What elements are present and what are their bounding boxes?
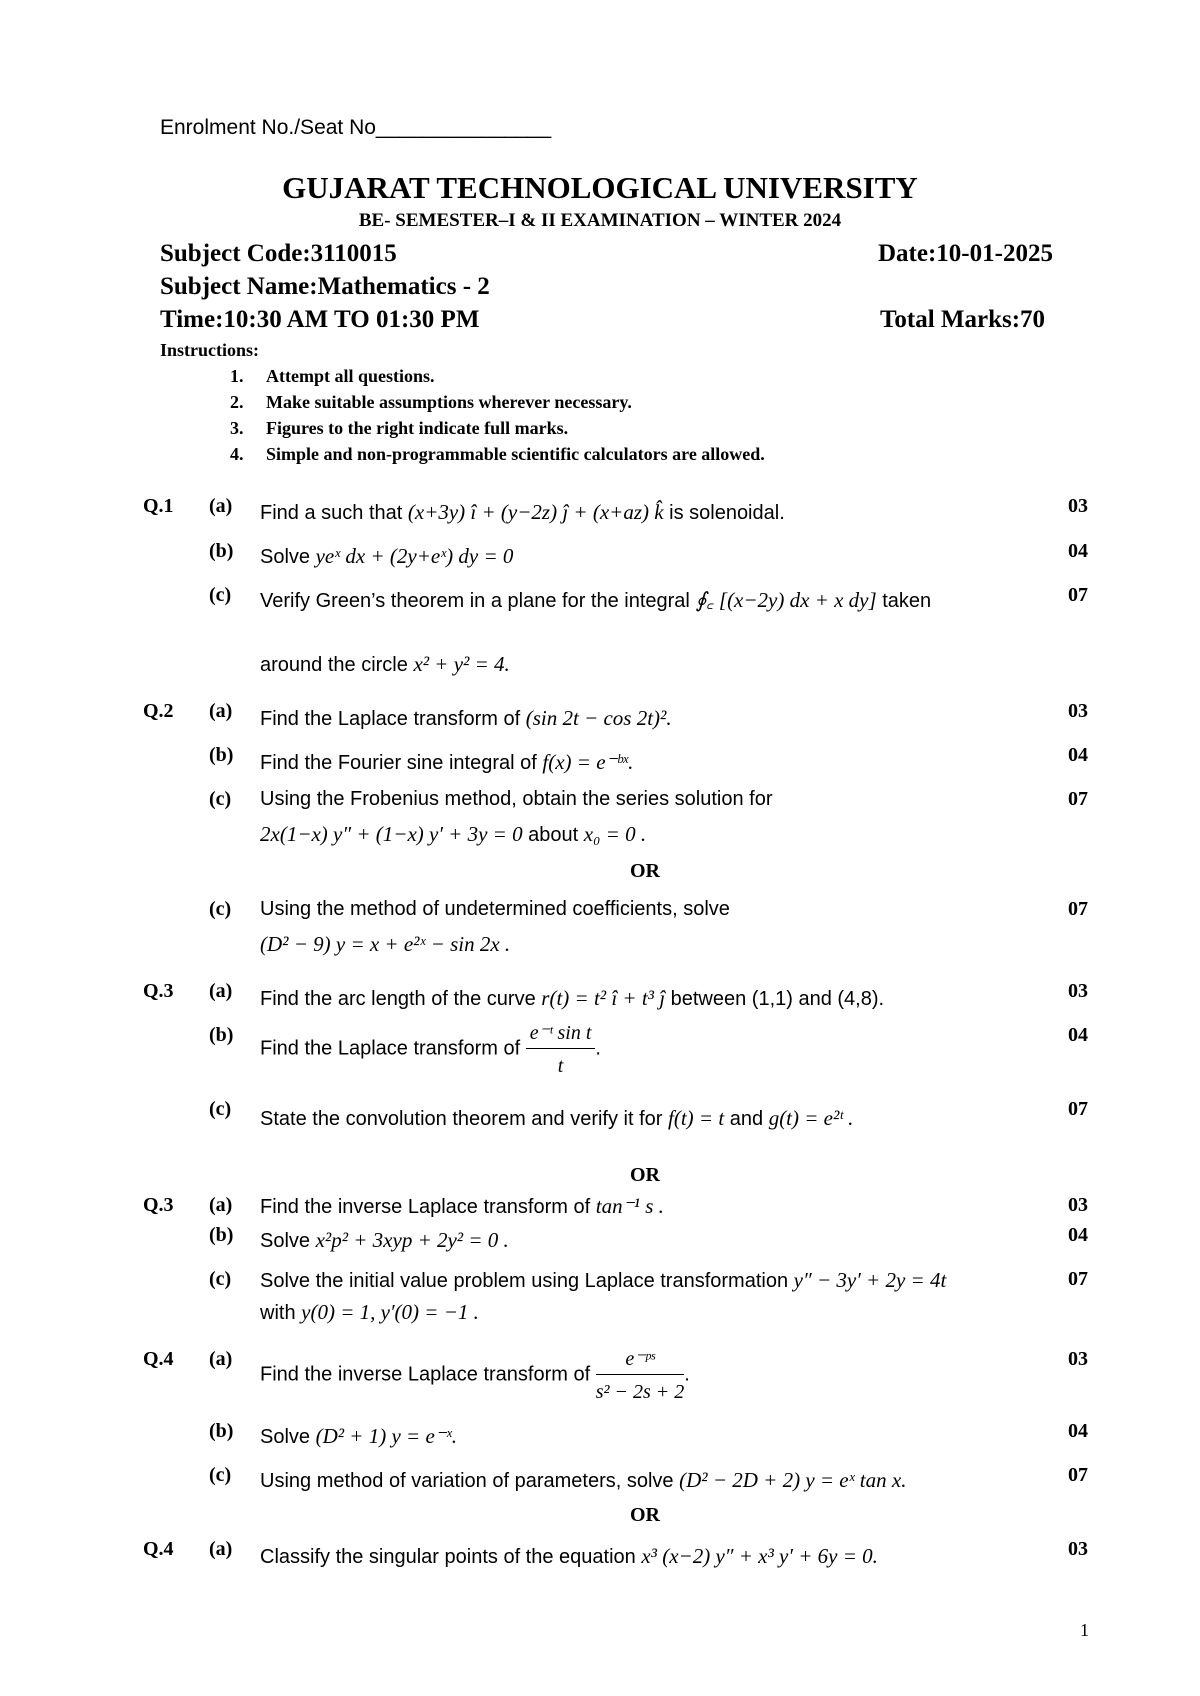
question-number: Q.2 <box>143 700 174 722</box>
marks: 07 <box>1068 898 1088 920</box>
instruction-number: 2. <box>230 392 244 412</box>
question-prompt: about <box>528 824 579 846</box>
question-number: Q.4 <box>143 1538 174 1560</box>
question-prompt: Find the Laplace transform of <box>260 1037 521 1060</box>
marks: 07 <box>1068 1268 1088 1290</box>
instruction-item <box>230 366 435 387</box>
question-prompt: Classify the singular points of the equation <box>260 1546 636 1568</box>
question-prompt: Solve the initial value problem using Laplace transformation <box>260 1270 789 1292</box>
exam-date: Date:10-01-2025 <box>878 240 1053 267</box>
marks: 04 <box>1068 540 1088 562</box>
subject-name: Subject Name:Mathematics - 2 <box>160 273 490 300</box>
question-text <box>260 586 931 614</box>
fraction-denominator: s² − 2s + 2 <box>595 1381 685 1403</box>
instruction-text: Make suitable assumptions wherever necessary. <box>266 392 632 412</box>
question-text <box>260 1194 664 1219</box>
instruction-item <box>230 444 765 465</box>
question-prompt: Solve <box>260 546 311 568</box>
math-expression: r(t) = t² î + t³ ĵ <box>541 986 666 1010</box>
question-text-continued <box>260 652 510 677</box>
instruction-item <box>230 392 632 413</box>
subpart-label: (b) <box>209 744 234 766</box>
question-prompt: Using method of variation of parameters, solve <box>260 1470 674 1492</box>
math-expression: x² + y² = 4. <box>413 652 510 676</box>
marks: 04 <box>1068 1420 1088 1442</box>
subpart-label: (c) <box>209 788 232 810</box>
question-text: Using the Frobenius method, obtain the series solution for <box>260 788 773 810</box>
question-text: Using the method of undetermined coefficients, solve <box>260 898 730 920</box>
question-tail: between (1,1) and (4,8). <box>670 988 885 1010</box>
math-expression: x₀ = 0 . <box>583 822 647 846</box>
marks: 07 <box>1068 1098 1088 1120</box>
question-number: Q.3 <box>143 1194 174 1216</box>
question-number: Q.1 <box>143 495 174 517</box>
fraction <box>526 1020 596 1078</box>
or-separator: OR <box>630 860 660 882</box>
question-text <box>260 750 633 775</box>
question-text <box>260 544 513 569</box>
question-prompt: Find the inverse Laplace transform of <box>260 1196 591 1218</box>
math-expression: yeˣ dx + (2y+eˣ) dy = 0 <box>315 544 514 568</box>
math-expression: f(t) = t <box>668 1106 725 1130</box>
subpart-label: (b) <box>209 1420 234 1442</box>
question-number: Q.3 <box>143 980 174 1002</box>
math-expression: y(0) = 1, y′(0) = −1 . <box>301 1300 479 1324</box>
subpart-label: (b) <box>209 1024 234 1046</box>
question-prompt: Solve <box>260 1426 311 1448</box>
marks: 03 <box>1068 495 1088 517</box>
question-text-continued <box>260 932 510 957</box>
question-text <box>260 1228 509 1253</box>
question-prompt: Find a such that <box>260 502 403 524</box>
math-expression: (D² + 1) y = e⁻ˣ. <box>315 1424 458 1448</box>
question-text <box>260 1106 853 1131</box>
question-prompt: and <box>729 1108 764 1130</box>
enrolment-line: Enrolment No./Seat No_______________ <box>160 116 552 139</box>
subpart-label: (a) <box>209 980 233 1002</box>
exam-time: Time:10:30 AM TO 01:30 PM <box>160 306 480 333</box>
question-text <box>260 1468 906 1493</box>
marks: 04 <box>1068 744 1088 766</box>
marks: 03 <box>1068 1194 1088 1216</box>
page-number: 1 <box>1080 1620 1089 1640</box>
marks: 03 <box>1068 1538 1088 1560</box>
question-tail: taken <box>882 590 932 612</box>
math-expression: f(x) = e⁻ᵇˣ. <box>542 750 634 774</box>
or-separator: OR <box>630 1504 660 1526</box>
math-expression: tan⁻¹ s . <box>595 1194 664 1218</box>
subject-code: Subject Code:3110015 <box>160 240 397 267</box>
math-expression: (D² − 9) y = x + e²ˣ − sin 2x . <box>260 932 511 956</box>
marks: 03 <box>1068 700 1088 722</box>
university-title: GUJARAT TECHNOLOGICAL UNIVERSITY <box>282 170 918 205</box>
subpart-label: (b) <box>209 540 234 562</box>
fraction-numerator: e⁻ᵗ sin t <box>526 1020 596 1049</box>
question-prompt: Find the Fourier sine integral of <box>260 752 537 774</box>
subpart-label: (a) <box>209 700 233 722</box>
question-prompt: Find the arc length of the curve <box>260 988 536 1010</box>
subpart-label: (c) <box>209 584 232 606</box>
question-text <box>260 706 672 731</box>
subpart-label: (c) <box>209 898 232 920</box>
instruction-item <box>230 418 568 439</box>
subpart-label: (a) <box>209 1538 233 1560</box>
instructions-heading: Instructions: <box>160 340 260 360</box>
math-expression: (sin 2t − cos 2t)². <box>525 706 672 730</box>
marks: 03 <box>1068 1348 1088 1370</box>
subpart-label: (a) <box>209 1194 233 1216</box>
instruction-number: 3. <box>230 418 244 438</box>
math-expression: ∮꜀ [(x−2y) dx + x dy] <box>695 588 877 612</box>
instruction-text: Figures to the right indicate full marks. <box>266 418 569 438</box>
question-prompt: Find the inverse Laplace transform of <box>260 1363 591 1386</box>
math-expression: 2x(1−x) y″ + (1−x) y′ + 3y = 0 <box>260 822 523 846</box>
or-separator: OR <box>630 1164 660 1186</box>
question-text <box>260 500 785 525</box>
fraction-numerator: e⁻ᵖˢ <box>596 1346 685 1375</box>
subpart-label: (c) <box>209 1464 232 1486</box>
instruction-number: 4. <box>230 444 244 464</box>
marks: 07 <box>1068 584 1088 606</box>
math-expression: x²p² + 3xyp + 2y² = 0 . <box>315 1228 509 1252</box>
marks: 04 <box>1068 1024 1088 1046</box>
subpart-label: (b) <box>209 1224 234 1246</box>
subpart-label: (a) <box>209 1348 233 1370</box>
question-text <box>260 1424 457 1449</box>
question-prompt: around the circle <box>260 654 408 676</box>
question-prompt: Find the Laplace transform of <box>260 708 521 730</box>
question-prompt: State the convolution theorem and verify it for <box>260 1108 663 1130</box>
math-expression: g(t) = e²ᵗ . <box>768 1106 854 1130</box>
instruction-text: Attempt all questions. <box>266 366 435 386</box>
question-prompt: Verify Green’s theorem in a plane for the integral <box>260 590 690 612</box>
math-expression: (x+3y) î + (y−2z) ĵ + (x+az) k̂ <box>407 500 664 524</box>
question-text: Find the Laplace transform of $\frac{\text{e⁻ᵗ sin t}}{t}$ . <box>260 1022 601 1077</box>
instruction-text: Simple and non-programmable scientific calculators are allowed. <box>266 444 765 464</box>
subpart-label: (a) <box>209 495 233 517</box>
fraction <box>596 1346 685 1404</box>
exam-title: BE- SEMESTER–I & II EXAMINATION – WINTER 2024 <box>358 210 842 231</box>
question-tail: is solenoidal. <box>669 502 785 524</box>
subpart-label: (c) <box>209 1098 232 1120</box>
question-text-continued <box>260 822 646 847</box>
question-text <box>260 1268 946 1293</box>
fraction-denominator: t <box>557 1055 564 1077</box>
subpart-label: (c) <box>209 1268 232 1290</box>
instruction-number: 1. <box>230 366 244 386</box>
marks: 07 <box>1068 1464 1088 1486</box>
marks: 03 <box>1068 980 1088 1002</box>
question-prompt: with <box>260 1302 296 1324</box>
question-number: Q.4 <box>143 1348 174 1370</box>
math-expression: y″ − 3y′ + 2y = 4t <box>793 1268 947 1292</box>
question-text <box>260 986 884 1011</box>
math-expression: x³ (x−2) y″ + x³ y′ + 6y = 0. <box>641 1544 878 1568</box>
question-text <box>260 1544 878 1569</box>
total-marks: Total Marks:70 <box>880 306 1046 333</box>
question-text: Find the inverse Laplace transform of $\frac{\text{e⁻ᵖˢ}}{\text{s² − 2s + 2}}$ . <box>260 1348 690 1403</box>
question-text-continued <box>260 1300 479 1325</box>
marks: 07 <box>1068 788 1088 810</box>
marks: 04 <box>1068 1224 1088 1246</box>
question-prompt: Solve <box>260 1230 311 1252</box>
math-expression: (D² − 2D + 2) y = eˣ tan x. <box>679 1468 907 1492</box>
